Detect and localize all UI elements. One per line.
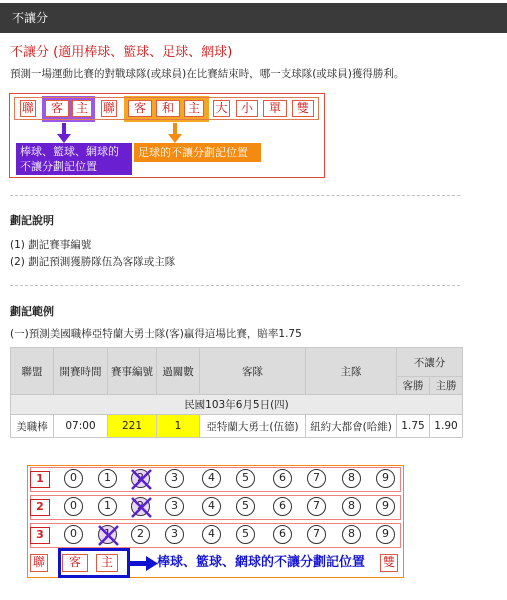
purple-arrow-icon	[57, 123, 71, 143]
explain-item-2: (2) 劃記預測獲勝隊伍為客隊或主隊	[10, 256, 176, 268]
cell-parlay: 1	[157, 415, 200, 438]
digit-bubble: 0	[64, 525, 83, 544]
digit-bubble	[131, 469, 150, 488]
mark-cell-big: 大	[213, 100, 230, 117]
baseball-mark-position-label: 棒球、籃球、網球的不讓分劃記位置	[157, 551, 365, 570]
digit-bubble: 9	[376, 469, 395, 488]
example-desc: (一)預測美國職棒亞特蘭大勇士隊(客)贏得這場比賽，賠率1.75	[10, 328, 302, 340]
mark-cell-small: 小	[236, 100, 258, 117]
baseball-mark-label: 棒球、籃球、網球的 不讓分劃記位置	[16, 143, 132, 175]
date-row: 民國103年6月5日(四)	[11, 395, 463, 415]
mark-cell-away-2: 客	[128, 100, 152, 117]
col-parlay: 過關數	[157, 348, 200, 395]
example-heading: 劃記範例	[10, 305, 54, 318]
cell-league: 美職棒	[11, 415, 54, 438]
col-moneyline: 不讓分	[397, 348, 463, 377]
mark-cell-draw: 和	[156, 100, 180, 117]
cell-away-odds: 1.75	[397, 415, 430, 438]
divider	[10, 195, 460, 196]
digit-bubble: 6	[273, 469, 292, 488]
cell-home-odds: 1.90	[430, 415, 463, 438]
cross-mark-icon	[128, 466, 155, 493]
digit-bubble: 1	[98, 497, 117, 516]
digit-bubble: 3	[165, 469, 184, 488]
explain-heading: 劃記說明	[10, 214, 54, 227]
digit-bubble: 3	[165, 497, 184, 516]
col-away-win: 客勝	[397, 377, 430, 395]
mark-cell-home: 主	[72, 100, 92, 117]
digit-bubble: 6	[273, 525, 292, 544]
digit-bubble	[98, 525, 117, 544]
digit-bubble: 8	[342, 525, 361, 544]
digit-bubble	[131, 497, 150, 516]
page-header	[0, 3, 507, 33]
digit-bubble: 3	[165, 525, 184, 544]
digit-bubble: 5	[236, 525, 255, 544]
digit-bubble: 4	[202, 497, 221, 516]
digit-bubble: 2	[131, 525, 150, 544]
digit-bubble: 0	[64, 469, 83, 488]
digit-bubble: 8	[342, 469, 361, 488]
digit-bubble: 7	[307, 469, 326, 488]
digit-bubble: 1	[98, 469, 117, 488]
divider	[10, 285, 460, 286]
cell-home: 紐約大都會(哈維)	[306, 415, 397, 438]
digit-bubble: 7	[307, 525, 326, 544]
match-table	[10, 347, 463, 438]
digit-bubble: 5	[236, 497, 255, 516]
digit-bubble: 9	[376, 525, 395, 544]
mark-cell-odd: 單	[263, 100, 287, 117]
bottom-cell-home: 主	[96, 554, 118, 572]
digit-bubble: 0	[64, 497, 83, 516]
col-away: 客隊	[200, 348, 306, 395]
bottom-cell-league: 聯	[30, 554, 48, 572]
cell-time: 07:00	[54, 415, 108, 438]
digit-bubble: 4	[202, 525, 221, 544]
orange-arrow-icon	[168, 123, 182, 143]
section-title: 不讓分 (適用棒球、籃球、足球、網球)	[10, 45, 233, 60]
mark-cell-home-2: 主	[184, 100, 204, 117]
digit-bubble: 7	[307, 497, 326, 516]
cell-event-no: 221	[108, 415, 157, 438]
header-title: 不讓分	[12, 11, 49, 25]
col-event-no: 賽事編號	[108, 348, 157, 395]
bottom-cell-away: 客	[62, 554, 88, 572]
blue-arrow-icon	[130, 556, 158, 571]
col-time: 開賽時間	[54, 348, 108, 395]
intro-text: 預測一場運動比賽的對戰球隊(或球員)在比賽結束時，哪一支球隊(或球員)獲得勝利。	[10, 68, 405, 80]
digit-bubble: 4	[202, 469, 221, 488]
table-row	[11, 415, 463, 438]
row-number-2: 2	[30, 499, 50, 516]
explain-item-1: (1) 劃記賽事編號	[10, 239, 92, 251]
digit-bubble: 6	[273, 497, 292, 516]
cross-mark-icon	[95, 522, 122, 549]
mark-cell-league-2: 聯	[102, 101, 115, 115]
digit-bubble: 9	[376, 497, 395, 516]
cross-mark-icon	[128, 494, 155, 521]
row-number-3: 3	[30, 527, 50, 544]
digit-bubble: 5	[236, 469, 255, 488]
col-home: 主隊	[306, 348, 397, 395]
mark-cell-even: 雙	[292, 100, 314, 117]
mark-cell-away: 客	[45, 100, 69, 117]
row-number-1: 1	[30, 471, 50, 488]
bottom-cell-even: 雙	[380, 554, 398, 572]
col-home-win: 主勝	[430, 377, 463, 395]
cell-away: 亞特蘭大勇士(伍德)	[200, 415, 306, 438]
digit-bubble: 8	[342, 497, 361, 516]
col-league: 聯盟	[11, 348, 54, 395]
soccer-mark-label: 足球的不讓分劃記位置	[134, 143, 261, 162]
mark-cell-league: 聯	[21, 101, 34, 115]
